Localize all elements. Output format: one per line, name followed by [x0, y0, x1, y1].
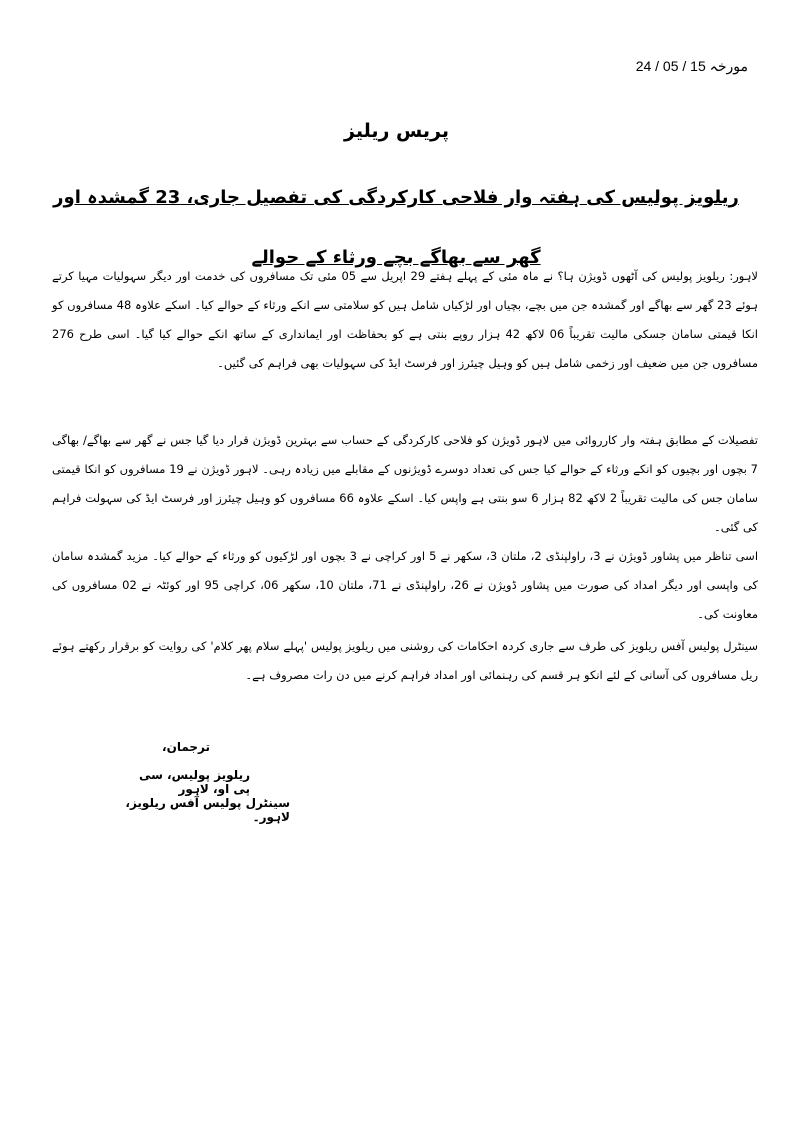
date-label: مورخہ	[709, 58, 748, 74]
signature-office: ریلویز پولیس، سی پی او، لاہور	[138, 768, 250, 796]
signature-spokesperson: ترجمان،	[162, 740, 210, 754]
headline-text: ریلویز پولیس کی ہفتہ وار فلاحی کارکردگی کی تفصیل جاری، 23 گمشدہ اور گھر سے بھاگے بچے ورثاء کے حوالے	[53, 187, 739, 268]
date-value: 24 / 05 / 15	[635, 58, 706, 74]
document-date	[636, 58, 748, 75]
paragraph-3: اسی تناظر میں پشاور ڈویژن نے 3، راولپنڈی 2، ملتان 3، سکھر نے 5 اور کراچی نے 3 بچوں اور لڑکیوں کو ورثاء کے حوالے کیا۔ مزید گمشدہ سامان کی واپسی اور دیگر امداد کی صورت میں پشاور ڈویژن نے 26، راولپنڈی نے 71، ملتان 10، سکھر 06، کراچی 95 اور کوئٹہ نے 02 مسافروں کی معاونت کی۔	[52, 549, 759, 621]
paragraph-1: لاہور: ریلویز پولیس کی آٹھوں ڈویژن ہا؟ نے ماہ مئی کے پہلے ہفتے 29 اپریل سے 05 مئی تک مسافروں کی خدمت اور دیگر سہولیات مہیا کرتے ہوئے 23 گھر سے بھاگے اور گمشدہ جن میں بچے، بچیاں اور لڑکیاں شامل ہیں کو سلامتی سے انکے ورثاء کے حوالے کیا۔ اسکے علاوہ 48 مسافروں کو انکا قیمتی سامان جسکی مالیت تقریباً 06 لاکھ 42 ہزار روپے بنتی ہے کو بحفاظت اور ایمانداری کے ساتھ انکے حوالے کیا گیا۔ اسی طرح 276 مسافروں جن میں ضعیف اور زخمی شامل ہیں کو وہیل چیئرز اور فرسٹ ایڈ کی سہولیات بھی فراہم کی گئیں۔	[52, 269, 758, 370]
signature-central-office: سینٹرل پولیس آفس ریلویز، لاہور۔	[125, 796, 290, 824]
press-release-heading: پریس ریلیز	[344, 120, 449, 142]
paragraph-2: تفصیلات کے مطابق ہفتہ وار کارروائی میں لاہور ڈویژن کو فلاحی کارکردگی کے حساب سے بہترین ڈویژن قرار دیا گیا جس نے گھر سے بھاگے/ بھاگی 7 بچوں اور بچیوں کو انکے ورثاء کے حوالے کیا جس کی تعداد دوسرے ڈویژنوں کے مقابلے میں زیادہ رہی۔ لاہور ڈویژن نے 19 مسافروں کو انکا قیمتی سامان جس کی مالیت تقریباً 2 لاکھ 82 ہزار 6 سو بنتی ہے واپس کیا۔ اسکے علاوہ 66 مسافروں کو وہیل چیئرز اور فرسٹ ایڈ کی سہولت فراہم کی گئی۔	[52, 433, 758, 534]
paragraph-4: سینٹرل پولیس آفس ریلویز کی طرف سے جاری کردہ احکامات کی روشنی میں ریلویز پولیس 'پہلے سلام پھر کلام' کی روایت کو برقرار رکھتے ہوئے ریل مسافروں کی آسانی کے لئے انکو ہر قسم کی رہنمائی اور امداد فراہم کرنے میں دن رات مصروف ہے۔	[52, 639, 758, 682]
